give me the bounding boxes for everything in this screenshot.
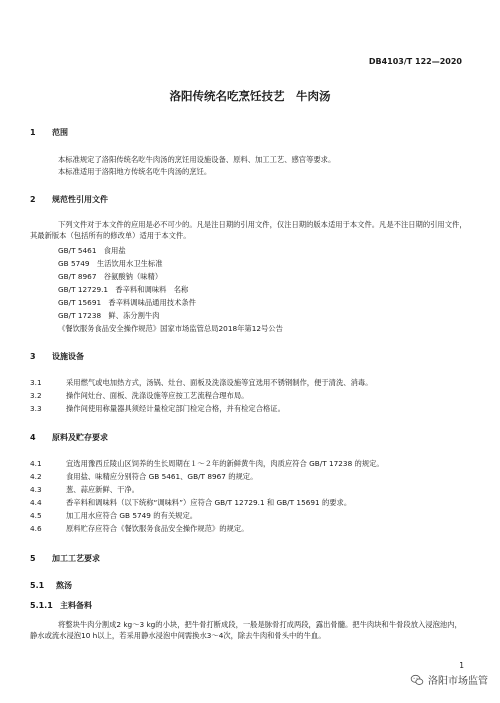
subsection-5-1-heading [30, 580, 72, 591]
section-2-intro-text: 下列文件对于本文件的应用是必不可少的。凡是注日期的引用文件，仅注日期的版本适用于本文件。凡是不注日期的引用文件，其最新版本（包括所有的修改单）适用于本文件。 [30, 220, 467, 240]
section-number: 3 [30, 352, 36, 361]
ref-item: GB/T 15691 香辛料调味品通用技术条件 [58, 298, 196, 307]
wechat-icon [410, 673, 424, 687]
subsection-title: 熬汤 [56, 581, 72, 590]
subsection-number: 5.1.1 [30, 601, 53, 610]
watermark [410, 672, 488, 687]
item-number: 4.2 [30, 472, 42, 481]
ref-item: GB/T 8967 谷氨酸钠（味精） [58, 272, 163, 281]
subsection-title: 主料备料 [60, 601, 92, 610]
list-item [30, 459, 384, 469]
list-item [30, 498, 351, 508]
item-text: 食用盐、味精应分别符合 GB 5461、GB/T 8967 的规定。 [66, 472, 258, 481]
section-title: 加工工艺要求 [52, 554, 100, 563]
item-text: 原料贮存应符合《餐饮服务食品安全操作规范》的规定。 [66, 524, 249, 533]
list-item [30, 391, 248, 401]
watermark-text: 洛阳市场监管 [428, 676, 488, 687]
list-item [30, 524, 248, 534]
section-number: 2 [30, 195, 36, 204]
item-text: 宜选用豫西丘陵山区饲养的生长周期在１～２年的新鲜黄牛肉，肉质应符合 GB/T 17238 的规定。 [66, 459, 384, 468]
section-number: 5 [30, 554, 36, 563]
section-title: 设施设备 [52, 352, 84, 361]
item-number: 3.2 [30, 391, 42, 400]
subsection-5-1-1-heading [30, 600, 92, 611]
page-number: 1 [459, 661, 464, 670]
section-number: 1 [30, 128, 36, 137]
section-3-heading [30, 351, 84, 362]
item-text: 加工用水应符合 GB 5749 的有关规定。 [66, 511, 198, 520]
ref-item: GB/T 17238 鲜、冻分割牛肉 [58, 311, 160, 320]
item-number: 4.1 [30, 459, 42, 468]
ref-item: GB 5749 生活饮用水卫生标准 [58, 259, 163, 268]
list-item [30, 378, 372, 388]
section-1-para-1: 本标准规定了洛阳传统名吃牛肉汤的烹饪用设施设备、原料、加工工艺、感官等要求。 [58, 155, 336, 164]
list-item [30, 472, 257, 482]
section-title: 规范性引用文件 [52, 195, 108, 204]
item-number: 4.6 [30, 524, 42, 533]
standard-number: DB4103/T 122—2020 [368, 57, 462, 66]
item-text: 操作间灶台、面板、洗涤设施等应按工艺流程合理布局。 [66, 391, 249, 400]
section-5-para: 将整块牛肉分割成2 kg～3 kg的小块，把牛骨打断成段，一般是脉骨打成两段，露出骨髓。把牛肉块和牛骨段放入浸泡池内，静水或流水浸泡10 h以上，若采用静水浸泡中间需换水3～4次，除去牛肉和骨头中的牛血。 [30, 620, 462, 640]
item-text: 香辛料和调味料（以下统称“调味料”）应符合 GB/T 12729.1 和 GB/T 15691 的要求。 [66, 498, 352, 507]
section-4-heading [30, 432, 108, 443]
item-number: 4.3 [30, 485, 42, 494]
item-number: 3.3 [30, 404, 42, 413]
ref-item: GB/T 12729.1 香辛料和调味料 名称 [58, 285, 189, 294]
ref-item: 《餐饮服务食品安全操作规范》国家市场监管总局2018年第12号公告 [58, 324, 283, 333]
section-1-heading [30, 127, 68, 138]
section-title: 原料及贮存要求 [52, 433, 108, 442]
document-title: 洛阳传统名吃烹饪技艺 牛肉汤 [169, 89, 331, 103]
item-number: 4.4 [30, 498, 42, 507]
section-title: 范围 [52, 128, 68, 137]
section-number: 4 [30, 433, 36, 442]
list-item [30, 404, 285, 414]
ref-item: GB/T 5461 食用盐 [58, 246, 126, 255]
list-item [30, 511, 197, 521]
item-text: 葱、蒜应新鲜、干净。 [66, 485, 139, 494]
item-text: 操作间使用称量器具须经计量检定部门检定合格，并有检定合格证。 [66, 404, 285, 413]
item-text: 采用燃气或电加热方式，汤锅、灶台、面板及洗涤设施等宜选用不锈钢制作，便于清洗、消毒。 [66, 378, 373, 387]
item-number: 3.1 [30, 378, 42, 387]
section-2-heading [30, 194, 108, 205]
item-number: 4.5 [30, 511, 42, 520]
list-item [30, 485, 139, 495]
section-5-heading [30, 553, 100, 564]
subsection-number: 5.1 [30, 581, 45, 590]
section-1-para-2: 本标准适用于洛阳地方传统名吃牛肉汤的烹饪。 [58, 167, 212, 176]
